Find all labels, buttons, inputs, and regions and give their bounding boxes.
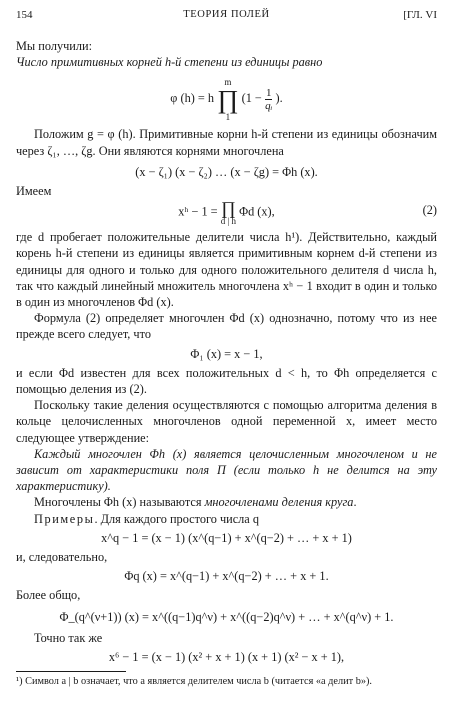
product-lower-limit: 1: [225, 111, 231, 122]
paragraph-likewise: Точно так же: [34, 630, 103, 645]
equation-number-2: (2): [422, 203, 437, 218]
formula-xq-minus-1: x^q − 1 = (x − 1) (x^(q−1) + x^(q−2) + … + x + 1): [101, 530, 352, 545]
product-symbol: m ∏ 1: [217, 76, 239, 122]
product-symbol-divisors: ∏ d | h: [220, 198, 237, 227]
page-number: 154: [16, 9, 33, 21]
paragraph-divisors: где d пробегает положительные делители числа h¹). Действительно, каждый корень h-й степени из единицы является примитивным корнем d-й степени из единицы для одного и только для одного положительного делителя d числа h, так что каждый линейный множитель многочлена xʰ − 1 входит в один и только в один из многочленов Φd (x).: [16, 230, 437, 310]
statement-primitive-roots: Число примитивных корней h-й степени из единицы равно: [16, 55, 323, 70]
formula-cyclotomic-product: (x − ζ₁) (x − ζ₂) … (x − ζg) = Φh (x).: [135, 164, 318, 179]
formula-x6-minus-1: x⁶ − 1 = (x − 1) (x² + x + 1) (x + 1) (x² − x + 1),: [108, 650, 345, 665]
formula-phi-h-lhs: φ (h) = h: [170, 91, 215, 106]
statement-integer-polynomial: Каждый многочлен Φh (x) является целочисленным многочленом и не зависит от характеристики поля Π (если только h не делится на эту характеристику).: [16, 446, 437, 494]
examples-heading: Примеры: [34, 511, 95, 526]
running-header: [16, 7, 437, 23]
footnote-rule: [16, 671, 126, 672]
footnote: ¹) Символ a | b означает, что a является делителем числа b (читается «a делит b»).: [16, 676, 373, 688]
product-upper-limit: m: [224, 76, 232, 87]
formula-phi-h-close: ).: [275, 91, 283, 106]
paragraph-cyclotomic-name: Многочлены Φh (x) называются многочленами деления круга.: [34, 495, 357, 510]
formula-phi-h-open: (1 −: [241, 91, 262, 106]
fraction-denominator: qᵢ: [265, 100, 273, 113]
formula-2: [16, 199, 437, 229]
running-title: ТЕОРИЯ ПОЛЕЙ: [183, 9, 270, 20]
formula-phi-q-power: Φ_(q^(ν+1)) (x) = x^((q−1)q^ν) + x^((q−2)q^ν) + … + x^(q^ν) + 1.: [59, 609, 394, 624]
fraction-one-over-qi: [265, 87, 273, 112]
formula-phi-q: Φq (x) = x^(q−1) + x^(q−2) + … + x + 1.: [124, 569, 329, 584]
paragraph-phi-d-known: и если Φd известен для всех положительных d < h, то Φh определяется с помощью деления из (2).: [16, 365, 437, 397]
paragraph-formula-2: Формула (2) определяет многочлен Φd (x) однозначно, потому что из нее прежде всего следует, что: [16, 311, 437, 342]
paragraph-examples: Примеры. Для каждого простого числа q: [34, 511, 259, 526]
fraction-numerator: 1: [265, 87, 272, 100]
paragraph-more-generally: Более общо,: [16, 588, 81, 603]
paragraph-set-g: Положим g = φ (h). Примитивные корни h-й степени из единицы обозначим через ζ₁, …, ζg. Они являются корнями многочлена: [16, 127, 437, 158]
formula-phi-h: [16, 75, 437, 121]
paragraph-consequently: и, следовательно,: [16, 550, 108, 565]
page-body: [16, 38, 437, 688]
paragraph-obtained: Мы получили:: [16, 39, 93, 53]
paragraph-have: Имеем: [16, 184, 52, 199]
chapter-label: [ГЛ. VI: [403, 9, 437, 21]
term-cyclotomic-polynomials: многочленами деления круга: [204, 495, 354, 510]
formula-phi-1: Φ₁ (x) = x − 1,: [190, 346, 263, 361]
formula-2-lhs: xʰ − 1 =: [178, 204, 218, 219]
formula-2-rhs: Φd (x),: [239, 204, 275, 219]
product-divisor-limit: d | h: [220, 216, 237, 227]
paragraph-division-algorithm: Поскольку такие деления осуществляются с помощью алгоритма деления в кольце целочисленных многочленов одной переменной x, имеет место следующее утверждение:: [16, 398, 437, 445]
